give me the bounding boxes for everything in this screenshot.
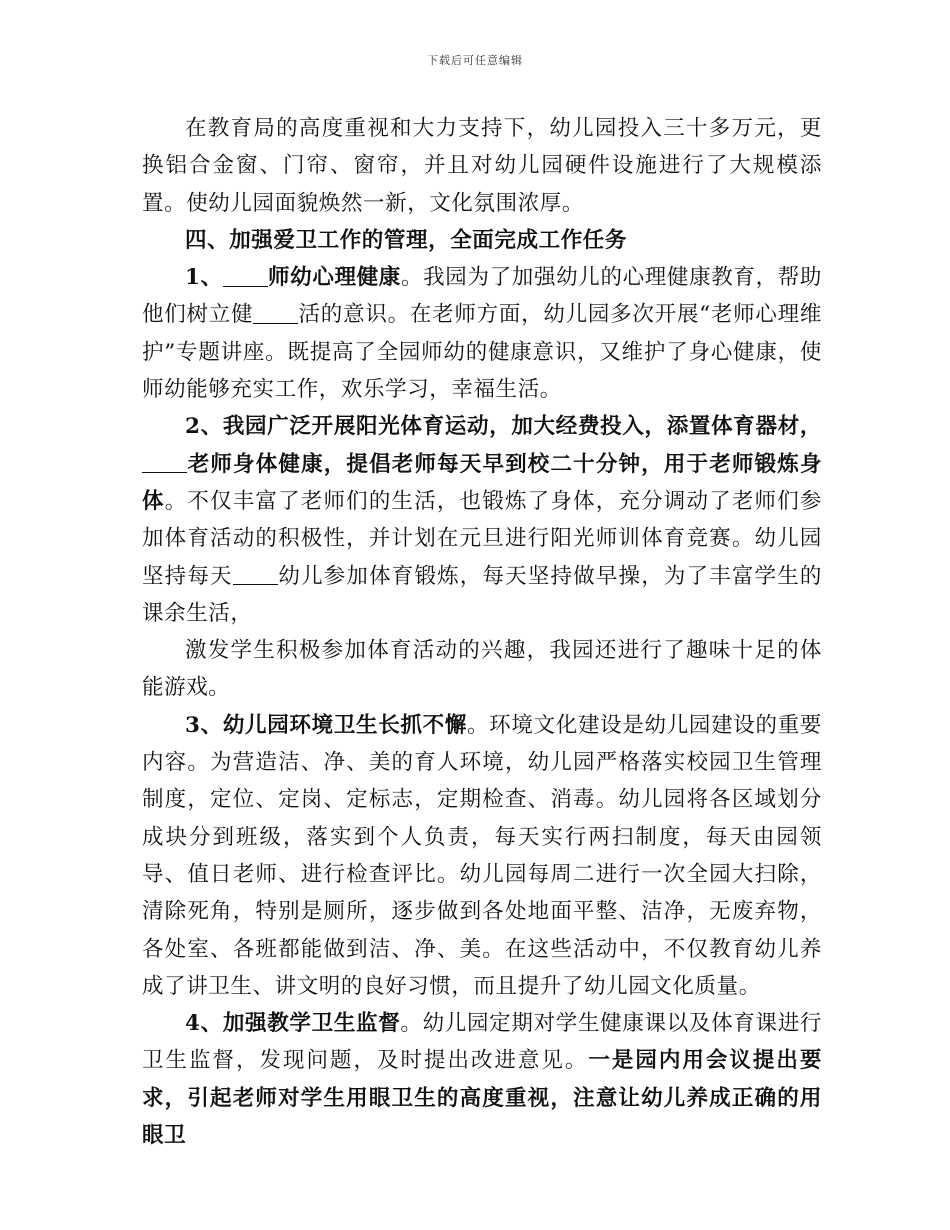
page-header-note: 下载后可任意编辑 bbox=[427, 54, 523, 67]
blank-underline bbox=[233, 563, 278, 586]
paragraph-text: 活的意识。在老师方面，幼儿园多次开展“老师心理维护”专题讲座。既提高了全园师幼的健康意识，又维护了身心健康，使师幼能够充实工作，欢乐学习，幸福生活。 bbox=[142, 302, 822, 403]
paragraph-text: 。环境文化建设是幼儿园建设的重要内容。为营造洁、净、美的育人环境，幼儿园严格落实校园卫生管理制度，定位、定岗、定标志，定期检查、消毒。幼儿园将各区域划分成块分到班级，落实到个人负责，每天实行两扫制度，每天由园领导、值日老师、进行检查评比。幼儿园每周二进行一次全园大扫除，清除死角，特别是厕所，逐步做到各处地面平整、洁净，无废弃物，各处室、各班都能做到洁、净、美。在这些活动中，不仅教育幼儿养成了讲卫生、讲文明的良好习惯，而且提升了幼儿园文化质量。 bbox=[142, 712, 822, 999]
paragraph-investment: 在教育局的高度重视和大力支持下，幼儿园投入三十多万元，更换铝合金窗、门帘、窗帘，并且对幼儿园硬件设施进行了大规模添置。使幼儿园面貌焕然一新，文化氛围浓厚。 bbox=[142, 116, 822, 216]
paragraph-text: 。不仅丰富了老师们的生活，也锻炼了身体，充分调动了老师们参加体育活动的积极性，并计划在元旦进行阳光师训体育竞赛。幼儿园坚持每天 bbox=[142, 488, 822, 589]
paragraph-bold-text: 一是园内用会议提出要求，引起老师对学生用眼卫生的高度重视，注意让幼儿养成正确的用眼卫 bbox=[142, 1048, 822, 1149]
paragraph-supervision bbox=[142, 1005, 822, 1154]
blank-underline bbox=[253, 302, 298, 325]
paragraph-games: 激发学生积极参加体育活动的兴趣，我园还进行了趣味十足的体能游戏。 bbox=[142, 638, 822, 701]
section-heading-4: 四、加强爱卫工作的管理，全面完成工作任务 bbox=[185, 227, 628, 253]
paragraph-text: 。幼儿园定期对学生健康课以及体育课进行卫生监督，发现问题，及时提出改进意见。 bbox=[142, 1011, 822, 1074]
paragraph-text: 幼儿参加体育锻炼，每天坚持做早操，为了丰富学生的课余生活， bbox=[142, 563, 823, 626]
paragraph-sports bbox=[142, 408, 822, 632]
paragraph-mental-health bbox=[142, 259, 822, 408]
blank-underline bbox=[142, 451, 187, 474]
item-title-sports: 2、我园广泛开展阳光体育运动，加大经费投入，添置体育器材， bbox=[185, 414, 822, 440]
item-title-environment: 3、幼儿园环境卫生长抓不懈 bbox=[185, 712, 467, 738]
paragraph-text: 。我园为了加强幼儿的心理健康教育，帮助他们树立健 bbox=[142, 265, 823, 328]
item-title-sports-cont: 老师身体健康，提倡老师每天早到校二十分钟，用于老师锻炼身体 bbox=[142, 451, 822, 514]
blank-underline bbox=[223, 264, 268, 287]
document-body bbox=[142, 110, 822, 1154]
item-title-supervision: 4、加强教学卫生监督 bbox=[185, 1011, 401, 1037]
item-number-1: 1、 bbox=[185, 265, 223, 291]
item-title-mental-health: 师幼心理健康 bbox=[267, 265, 401, 291]
paragraph-environment bbox=[142, 707, 822, 1005]
